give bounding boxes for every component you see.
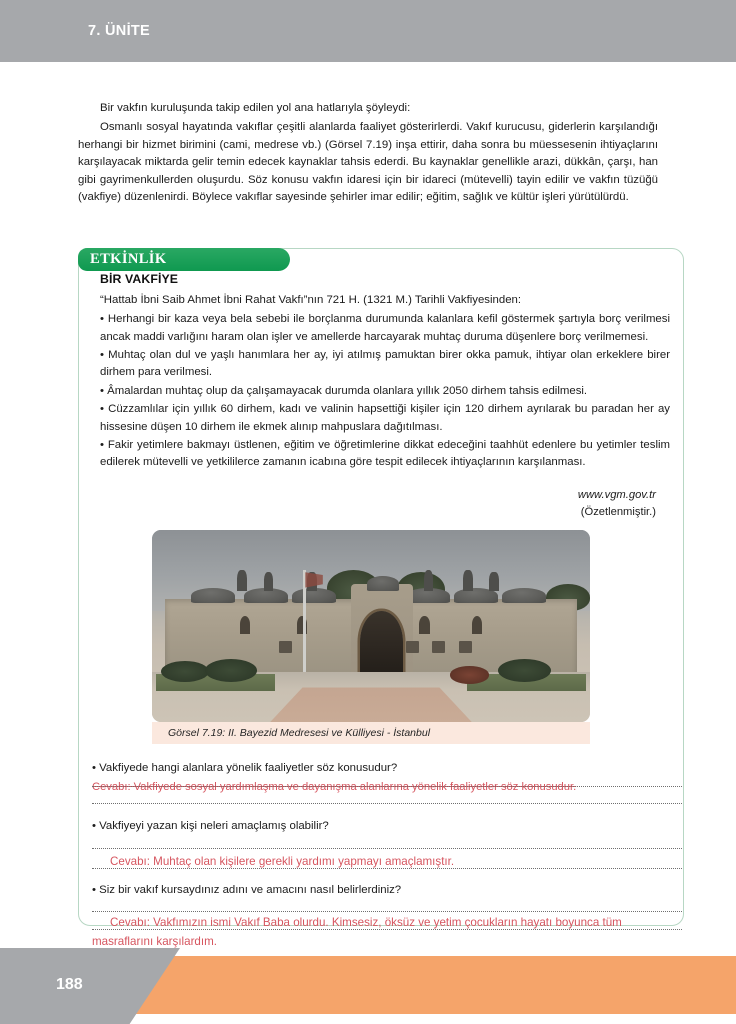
photo-window [432, 641, 445, 653]
answer-text: Cevabı: Vakfımızın ismi Vakıf Baba olurdu. Kimsesiz, öksüz ve yetim çocukların hayatı boyunca tüm [110, 916, 622, 929]
photo-chimney [237, 570, 247, 591]
photo-window [240, 616, 251, 633]
photo-plaza [270, 687, 471, 722]
answer-dotted-line [92, 786, 682, 787]
answer-dotted-line [92, 848, 682, 849]
photo-chimney [463, 570, 473, 591]
activity-content [100, 272, 670, 473]
activity-list-item-text: Fakir yetimlere bakmayı üstlenen, eğitim ve öğretimlerine dikkat edeceğini taahhüt edenlere bu yetimler teslim edilerek mütevelli ve yetkililerce zamanın icabına göre tespit edilecek ihtiyaçlarının karşılanması. [100, 439, 670, 469]
activity-lead: “Hattab İbni Saib Ahmet İbni Rahat Vakfı”nın 721 H. (1321 M.) Tarihli Vakfiyesinden: [100, 294, 522, 306]
activity-list-item [100, 347, 670, 382]
photo-shrub [205, 659, 258, 682]
photo-entrance-arch [360, 611, 402, 672]
photo-portal-dome [367, 576, 400, 591]
photo-window [472, 616, 483, 633]
photo-dome [191, 588, 235, 603]
answer-text: masraflarını karşılardım. [92, 935, 217, 948]
activity-list-item-text: Cüzzamlılar için yıllık 60 dirhem, kadı ve valinin hapsettiği kişiler için 120 dirhem ayrılarak bu paradan her ay hissesine düşen 10 dirhem ile ekmek alınıp mahpuslara dağıtılması. [100, 403, 671, 433]
figure-caption: Görsel 7.19: II. Bayezid Medresesi ve Külliyesi - İstanbul [152, 722, 590, 744]
activity-list-item [100, 311, 670, 346]
photo-window [459, 641, 472, 653]
activity-list-item-text: Âmalardan muhtaç olup da çalışamayacak durumda olanlara yıllık 2050 dirhem tahsis edilmesi. [107, 384, 588, 397]
answer-text: Cevabı: Vakfiyede sosyal yardımlaşma ve dayanışma alanlarına yönelik faaliyetler söz konusudur. [92, 781, 577, 793]
photo-shrub [450, 666, 489, 683]
question-prompt: • Vakfiyeyi yazan kişi neleri amaçlamış olabilir? [92, 820, 329, 832]
activity-list-item [100, 401, 670, 436]
activity-heading: BİR VAKFİYE [100, 272, 179, 286]
intro-paragraph: Osmanlı sosyal hayatında vakıflar çeşitli alanlarda faaliyet gösterirlerdi. Vakıf kurucusu, giderlerin karşılandığı herhangi bir hizmet birimini (cami, medrese vb.) (Görsel 7.19) inşa ettirir, daha sonra bu müessesenin ihtiyaçlarını karşılayacak miktarda gelir temin edecek kaynaklar tahsis ederdi. Bu kaynaklar genellikle arazi, dükkân, çarşı, han gibi gayrimenkullerden oluşurdu. Söz konusu vakfın idaresi için bir idareci (mütevelli) tayin edilir ve vakfın tüzüğü (vakfiye) düzenlenirdi. Böylece vakıflar sayesinde şehirler imar edilir; eğitim, sağlık ve kültür işleri yürütülürdü. [78, 121, 658, 204]
source-note: (Özetlenmiştir.) [580, 505, 656, 518]
activity-list-item-text: Herhangi bir kaza veya bela sebebi ile borçlanma durumunda kalanlara kefil göstermek şartıyla borç verilmesi ancak maddi varlığını haram olan işler ve amellerde harcayarak muhtaç duruma düşenlere borç verilmemesi. [100, 313, 670, 343]
questions-area [92, 760, 682, 953]
question-prompt: • Siz bir vakıf kursaydınız adını ve amacını nasıl belirlerdiniz? [92, 884, 402, 896]
answer-dotted-line [92, 803, 682, 804]
photo-chimney [424, 570, 434, 591]
source-url: www.vgm.gov.tr [577, 489, 656, 501]
photo-shrub [498, 659, 551, 682]
photo-chimney [489, 572, 499, 591]
answer-slot[interactable] [92, 935, 682, 953]
activity-list-item-text: Muhtaç olan dul ve yaşlı hanımlara her ay, iyi atılmış pamuktan birer okka pamuk, ihtiyar olan erkeklere birer dirhem para verilmesi. [100, 349, 670, 379]
photo-window [419, 616, 430, 633]
photo-chimney [264, 572, 274, 591]
answer-dotted-line [92, 929, 682, 930]
answer-slot[interactable] [92, 839, 682, 855]
unit-title: 7. ÜNİTE [88, 23, 151, 39]
bullet-glyph: • [100, 313, 104, 326]
photo-window [279, 641, 292, 653]
intro-paragraph: Bir vakfın kuruluşunda takip edilen yol ana hatlarıyla şöyleydi: [100, 102, 411, 114]
photo-dome [502, 588, 546, 603]
bullet-glyph: • [100, 403, 104, 416]
photo-shrub [161, 661, 209, 682]
answer-dotted-line [92, 911, 682, 912]
activity-source [100, 487, 656, 520]
answer-dotted-line [92, 868, 682, 869]
answer-slot[interactable] [92, 796, 682, 810]
activity-list-item [100, 383, 670, 400]
answer-slot[interactable] [92, 917, 682, 935]
bullet-glyph: • [100, 439, 104, 452]
figure-photo [152, 530, 590, 722]
answer-slot[interactable] [92, 855, 682, 872]
figure-7-19 [152, 530, 590, 744]
page-number: 188 [56, 976, 83, 993]
bullet-glyph: • [100, 384, 104, 397]
intro-text-block [78, 100, 658, 208]
photo-window [406, 641, 419, 653]
question-prompt: • Vakfiyede hangi alanlara yönelik faaliyetler söz konusudur? [92, 762, 398, 774]
answer-slot[interactable] [92, 781, 682, 796]
bullet-glyph: • [100, 349, 104, 362]
activity-tab-label: ETKİNLİK [90, 251, 167, 267]
activity-list-item [100, 437, 670, 472]
answer-text: Cevabı: Muhtaç olan kişilere gerekli yardımı yapmayı amaçlamıştır. [110, 855, 455, 868]
